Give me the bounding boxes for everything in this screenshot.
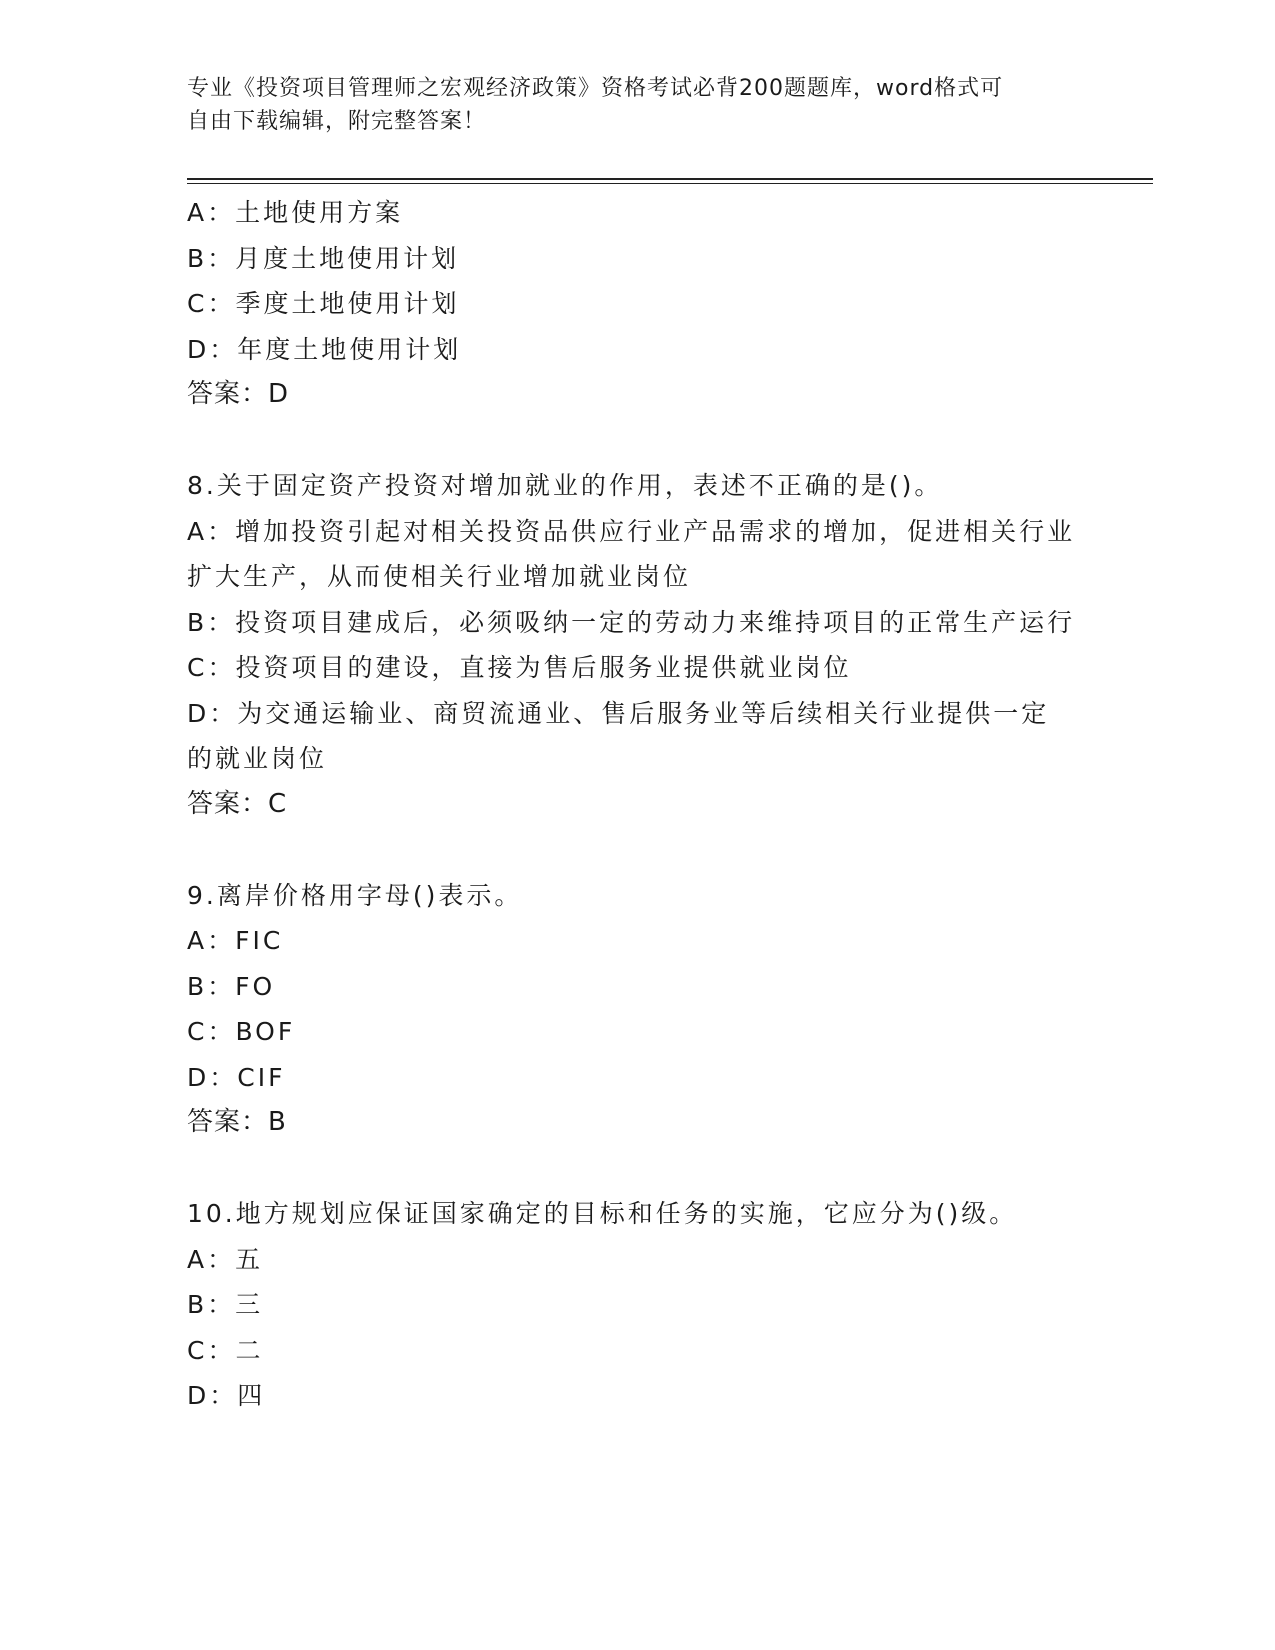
question-7 — [187, 190, 1087, 417]
option-a: A：土地使用方案 — [187, 198, 404, 227]
option-d: D：为交通运输业、商贸流通业、售后服务业等后续相关行业提供一定的就业岗位 — [187, 698, 1050, 773]
spacer — [187, 1145, 1087, 1191]
question-text: 9.离岸价格用字母()表示。 — [187, 880, 523, 910]
option-b: B：月度土地使用计划 — [187, 243, 460, 273]
option-c: C：投资项目的建设，直接为售后服务业提供就业岗位 — [187, 653, 852, 682]
option-d: D：四 — [187, 1381, 266, 1410]
spacer — [187, 417, 1087, 463]
answer-line: 答案：B — [187, 1107, 287, 1137]
option-c: C：季度土地使用计划 — [187, 289, 460, 318]
answer-line: 答案：D — [187, 379, 290, 409]
option-c: C：BOF — [187, 1017, 296, 1046]
option-b: B：投资项目建成后，必须吸纳一定的劳动力来维持项目的正常生产运行 — [187, 607, 1076, 637]
question-text: 8.关于固定资产投资对增加就业的作用，表述不正确的是()。 — [187, 471, 943, 500]
header-line-2: 自由下载编辑，附完整答案！ — [187, 109, 487, 134]
document-header — [187, 72, 1067, 138]
question-8 — [187, 463, 1087, 827]
option-b: B：三 — [187, 1290, 264, 1319]
question-10 — [187, 1191, 1087, 1419]
spacer — [187, 827, 1087, 873]
header-line-1: 专业《投资项目管理师之宏观经济政策》资格考试必背200题题库，word格式可 — [187, 76, 1004, 101]
header-divider-thin — [187, 183, 1153, 184]
option-d: D：年度土地使用计划 — [187, 334, 462, 364]
option-a: A：增加投资引起对相关投资品供应行业产品需求的增加，促进相关行业扩大生产，从而使相关行业增加就业岗位 — [187, 516, 1076, 591]
option-c: C：二 — [187, 1335, 264, 1365]
option-d: D：CIF — [187, 1062, 286, 1092]
answer-line: 答案：C — [187, 788, 288, 819]
header-divider-thick — [187, 178, 1153, 180]
question-9 — [187, 873, 1087, 1146]
option-b: B：FO — [187, 971, 276, 1001]
option-a: A：FIC — [187, 926, 284, 955]
question-list — [187, 190, 1087, 1419]
question-text: 10.地方规划应保证国家确定的目标和任务的实施，它应分为()级。 — [187, 1199, 1018, 1228]
option-a: A：五 — [187, 1244, 264, 1274]
